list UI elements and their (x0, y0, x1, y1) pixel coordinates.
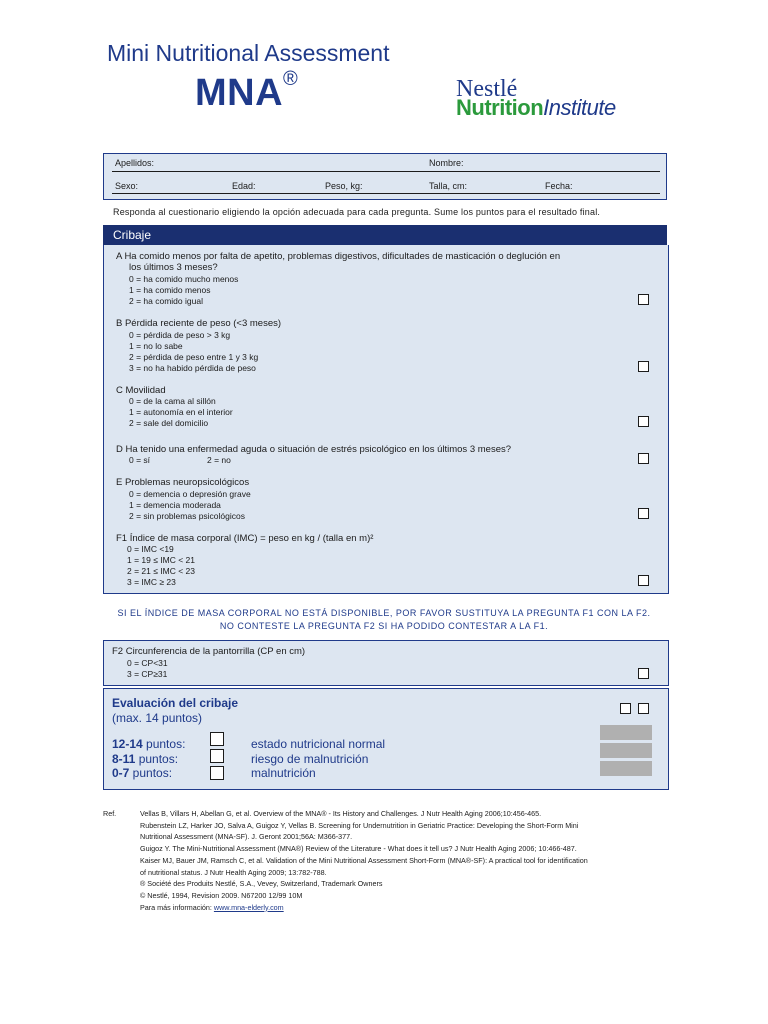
question-e-score-box[interactable] (638, 508, 649, 519)
evaluation-title: Evaluación del cribaje (112, 696, 239, 710)
evaluation-row-risk (112, 752, 178, 766)
reference-line: Nutritional Assessment (MNA-SF). J. Geront 2001;56A: M366-377. (140, 832, 353, 842)
question-c-text: C Movilidad (116, 385, 166, 396)
instructions-text: Responda al cuestionario eligiendo la opción adecuada para cada pregunta. Sume los puntos para el resultado final. (113, 207, 601, 217)
question-e-option: 1 = demencia moderada (129, 500, 221, 510)
references-label: Ref. (103, 809, 117, 818)
question-c (103, 379, 669, 436)
mna-website-link[interactable]: www.mna-elderly.com (213, 902, 284, 912)
peso-label: Peso, kg: (325, 181, 363, 191)
question-a-option: 1 = ha comido menos (129, 285, 211, 295)
score-unit: puntos: (142, 737, 186, 751)
logo-nutrition: Nutrition (456, 95, 544, 120)
reference-line: © Nestlé, 1994, Revision 2009. N67200 12/99 10M (140, 890, 303, 900)
score-range: 12-14 (112, 737, 143, 751)
reference-line: Rubenstein LZ, Harker JO, Salva A, Guigoz Y, Vellas B. Screening for Undernutrition in Geriatric Practice: Developing the Short-Form Mini (140, 820, 579, 830)
score-unit: puntos: (135, 752, 179, 766)
question-f2-text: F2 Circunferencia de la pantorrilla (CP en cm) (112, 646, 306, 657)
reference-line: Guigoz Y. The Mini-Nutritional Assessment (MNA®) Review of the Literature - What does it tell us? J Nutr Health Aging 2006; 10:466-487. (140, 844, 577, 854)
question-f1-option: 0 = IMC <19 (127, 544, 174, 554)
risk-status-box[interactable] (210, 749, 224, 763)
question-a (103, 245, 669, 313)
question-f2 (103, 640, 669, 686)
question-d (103, 435, 669, 473)
question-e-option: 2 = sin problemas psicológicos (129, 511, 245, 521)
reference-line: of nutritional status. J Nutr Health Aging 2009; 13:782-788. (140, 867, 327, 877)
question-c-option: 0 = de la cama al sillón (129, 396, 216, 406)
question-a-text-2: los últimos 3 meses? (129, 262, 218, 273)
question-d-option: 0 = sí (129, 455, 151, 465)
nutrition-institute-logo (456, 95, 616, 121)
question-f1-option: 2 = 21 ≤ IMC < 23 (127, 566, 195, 576)
malnutrition-status-box[interactable] (210, 766, 224, 780)
normal-status-box[interactable] (210, 732, 224, 746)
question-e (103, 472, 669, 528)
question-e-text: E Problemas neuropsicológicos (116, 477, 250, 488)
question-a-text: A Ha comido menos por falta de apetito, problemas digestivos, dificultades de masticación o deglución en (116, 251, 561, 262)
total-score-box-tens[interactable] (620, 703, 631, 714)
question-a-option: 0 = ha comido mucho menos (129, 274, 239, 284)
score-unit: puntos: (129, 766, 173, 780)
question-f1-option: 3 = IMC ≥ 23 (127, 577, 176, 587)
bmi-note-line-1: SI EL ÍNDICE DE MASA CORPORAL NO ESTÁ DISPONIBLE, POR FAVOR SUSTITUYA LA PREGUNTA F1 CON LA F2. (117, 608, 651, 618)
fecha-label: Fecha: (545, 181, 573, 191)
question-a-score-box[interactable] (638, 294, 649, 305)
question-c-option: 1 = autonomía en el interior (129, 407, 233, 417)
sexo-label: Sexo: (115, 181, 139, 191)
apellidos-label: Apellidos: (115, 158, 155, 168)
talla-label: Talla, cm: (429, 181, 468, 191)
more-info-prefix: Para más información: (140, 902, 214, 912)
question-d-option: 2 = no (207, 455, 231, 465)
malnutrition-gray-indicator (600, 761, 652, 776)
question-f1-option: 1 = 19 ≤ IMC < 21 (127, 555, 195, 565)
edad-label: Edad: (232, 181, 256, 191)
evaluation-label-risk: riesgo de malnutrición (251, 752, 369, 766)
question-b-option: 2 = pérdida de peso entre 1 y 3 kg (129, 352, 259, 362)
mna-heading (195, 68, 299, 115)
evaluation-row-malnutrition (112, 766, 172, 780)
question-c-option: 2 = sale del domicilio (129, 418, 209, 428)
screening-evaluation-panel (103, 688, 669, 790)
question-f1-text: F1 Índice de masa corporal (IMC) = peso en kg / (talla en m)² (116, 533, 374, 544)
question-b-option: 1 = no lo sabe (129, 341, 183, 351)
divider (112, 193, 660, 194)
reference-line: ® Société des Produits Nestlé, S.A., Vevey, Switzerland, Trademark Owners (140, 879, 383, 889)
total-score-box-units[interactable] (638, 703, 649, 714)
evaluation-label-normal: estado nutricional normal (251, 737, 386, 751)
score-range: 8-11 (112, 752, 136, 766)
form-title: Mini Nutritional Assessment (107, 40, 390, 66)
question-c-score-box[interactable] (638, 416, 649, 427)
cribaje-section-header (103, 225, 667, 245)
question-f2-score-box[interactable] (638, 668, 649, 679)
risk-gray-indicator (600, 743, 652, 758)
evaluation-subtitle: (max. 14 puntos) (112, 711, 203, 725)
references-list (140, 808, 705, 913)
question-b-option: 3 = no ha habido pérdida de peso (129, 363, 256, 373)
question-b-text: B Pérdida reciente de peso (<3 meses) (116, 318, 282, 329)
more-info-line (140, 902, 705, 914)
nombre-label: Nombre: (429, 158, 464, 168)
nestle-logo-text: Nestlé (456, 76, 518, 102)
question-b-score-box[interactable] (638, 361, 649, 372)
question-a-option: 2 = ha comido igual (129, 296, 203, 306)
question-f1-score-box[interactable] (638, 575, 649, 586)
mna-text: MNA (195, 72, 284, 114)
question-e-option: 0 = demencia o depresión grave (129, 489, 251, 499)
score-range: 0-7 (112, 766, 130, 780)
cribaje-title: Cribaje (113, 228, 152, 242)
question-b (103, 312, 669, 380)
reference-line: Vellas B, Villars H, Abellan G, et al. Overview of the MNA® - Its History and Challenges. J Nutr Health Aging 2006;10:456-465. (140, 809, 542, 818)
reference-line: Kaiser MJ, Bauer JM, Ramsch C, et al. Validation of the Mini Nutritional Assessment Short-Form (MNA®-SF): A practical tool for identification (140, 855, 588, 865)
evaluation-row-normal (112, 737, 185, 751)
question-f2-option: 0 = CP<31 (127, 658, 168, 668)
question-d-text: D Ha tenido una enfermedad aguda o situación de estrés psicológico en los últimos 3 meses? (116, 444, 512, 455)
evaluation-label-malnutrition: malnutrición (251, 766, 316, 780)
question-d-score-box[interactable] (638, 453, 649, 464)
question-f2-option: 3 = CP≥31 (127, 669, 168, 679)
question-f1 (103, 527, 669, 594)
logo-institute: Institute (543, 95, 616, 120)
patient-info-panel (103, 153, 667, 200)
divider (112, 171, 660, 172)
question-b-option: 0 = pérdida de peso > 3 kg (129, 330, 231, 340)
bmi-note-line-2: NO CONTESTE LA PREGUNTA F2 SI HA PODIDO CONTESTAR A LA F1. (219, 621, 549, 631)
normal-gray-indicator (600, 725, 652, 740)
registered-mark: ® (283, 68, 299, 91)
